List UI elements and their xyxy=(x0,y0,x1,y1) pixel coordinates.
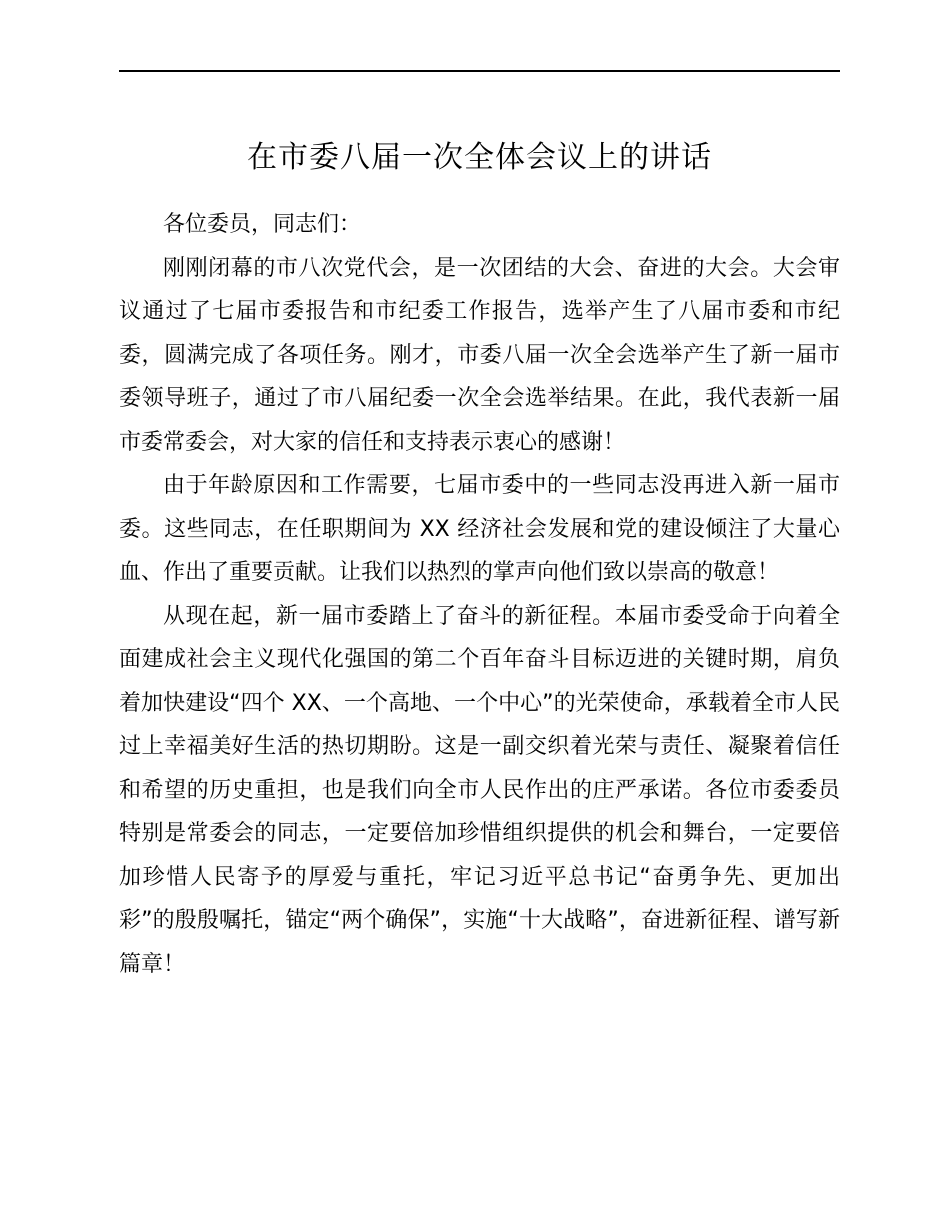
paragraph-1: 刚刚闭幕的市八次党代会，是一次团结的大会、奋进的大会。大会审议通过了七届市委报告和市纪委工作报告，选举产生了八届市委和市纪委，圆满完成了各项任务。刚才，市委八届一次全会选举产生了新一届市委领导班子，通过了市八届纪委一次全会选举结果。在此，我代表新一届市委常委会，对大家的信任和支持表示衷心的感谢！ xyxy=(119,255,840,455)
document-title: 在市委八届一次全体会议上的讲话 xyxy=(247,140,712,175)
salutation: 各位委员，同志们： xyxy=(163,212,362,237)
paragraph-2: 由于年龄原因和工作需要，七届市委中的一些同志没再进入新一届市委。这些同志，在任职期间为 XX 经济社会发展和党的建设倾注了大量心血、作出了重要贡献。让我们以热烈的掌声向他们致以崇高的敬意！ xyxy=(119,473,840,585)
header-rule xyxy=(119,70,840,72)
paragraph-3: 从现在起，新一届市委踏上了奋斗的新征程。本届市委受命于向着全面建成社会主义现代化强国的第二个百年奋斗目标迈进的关键时期，肩负着加快建设“四个 XX、一个高地、一个中心”的光荣使命，承载着全市人民过上幸福美好生活的热切期盼。这是一副交织着光荣与责任、凝聚着信任和希望的历史重担，也是我们向全市人民作出的庄严承诺。各位市委委员特别是常委会的同志，一定要倍加珍惜组织提供的机会和舞台，一定要倍加珍惜人民寄予的厚爱与重托，牢记习近平总书记“奋勇争先、更加出彩”的殷殷嘱托，锚定“两个确保”，实施“十大战略”，奋进新征程、谱写新篇章！ xyxy=(119,603,840,977)
document-body xyxy=(119,203,840,986)
